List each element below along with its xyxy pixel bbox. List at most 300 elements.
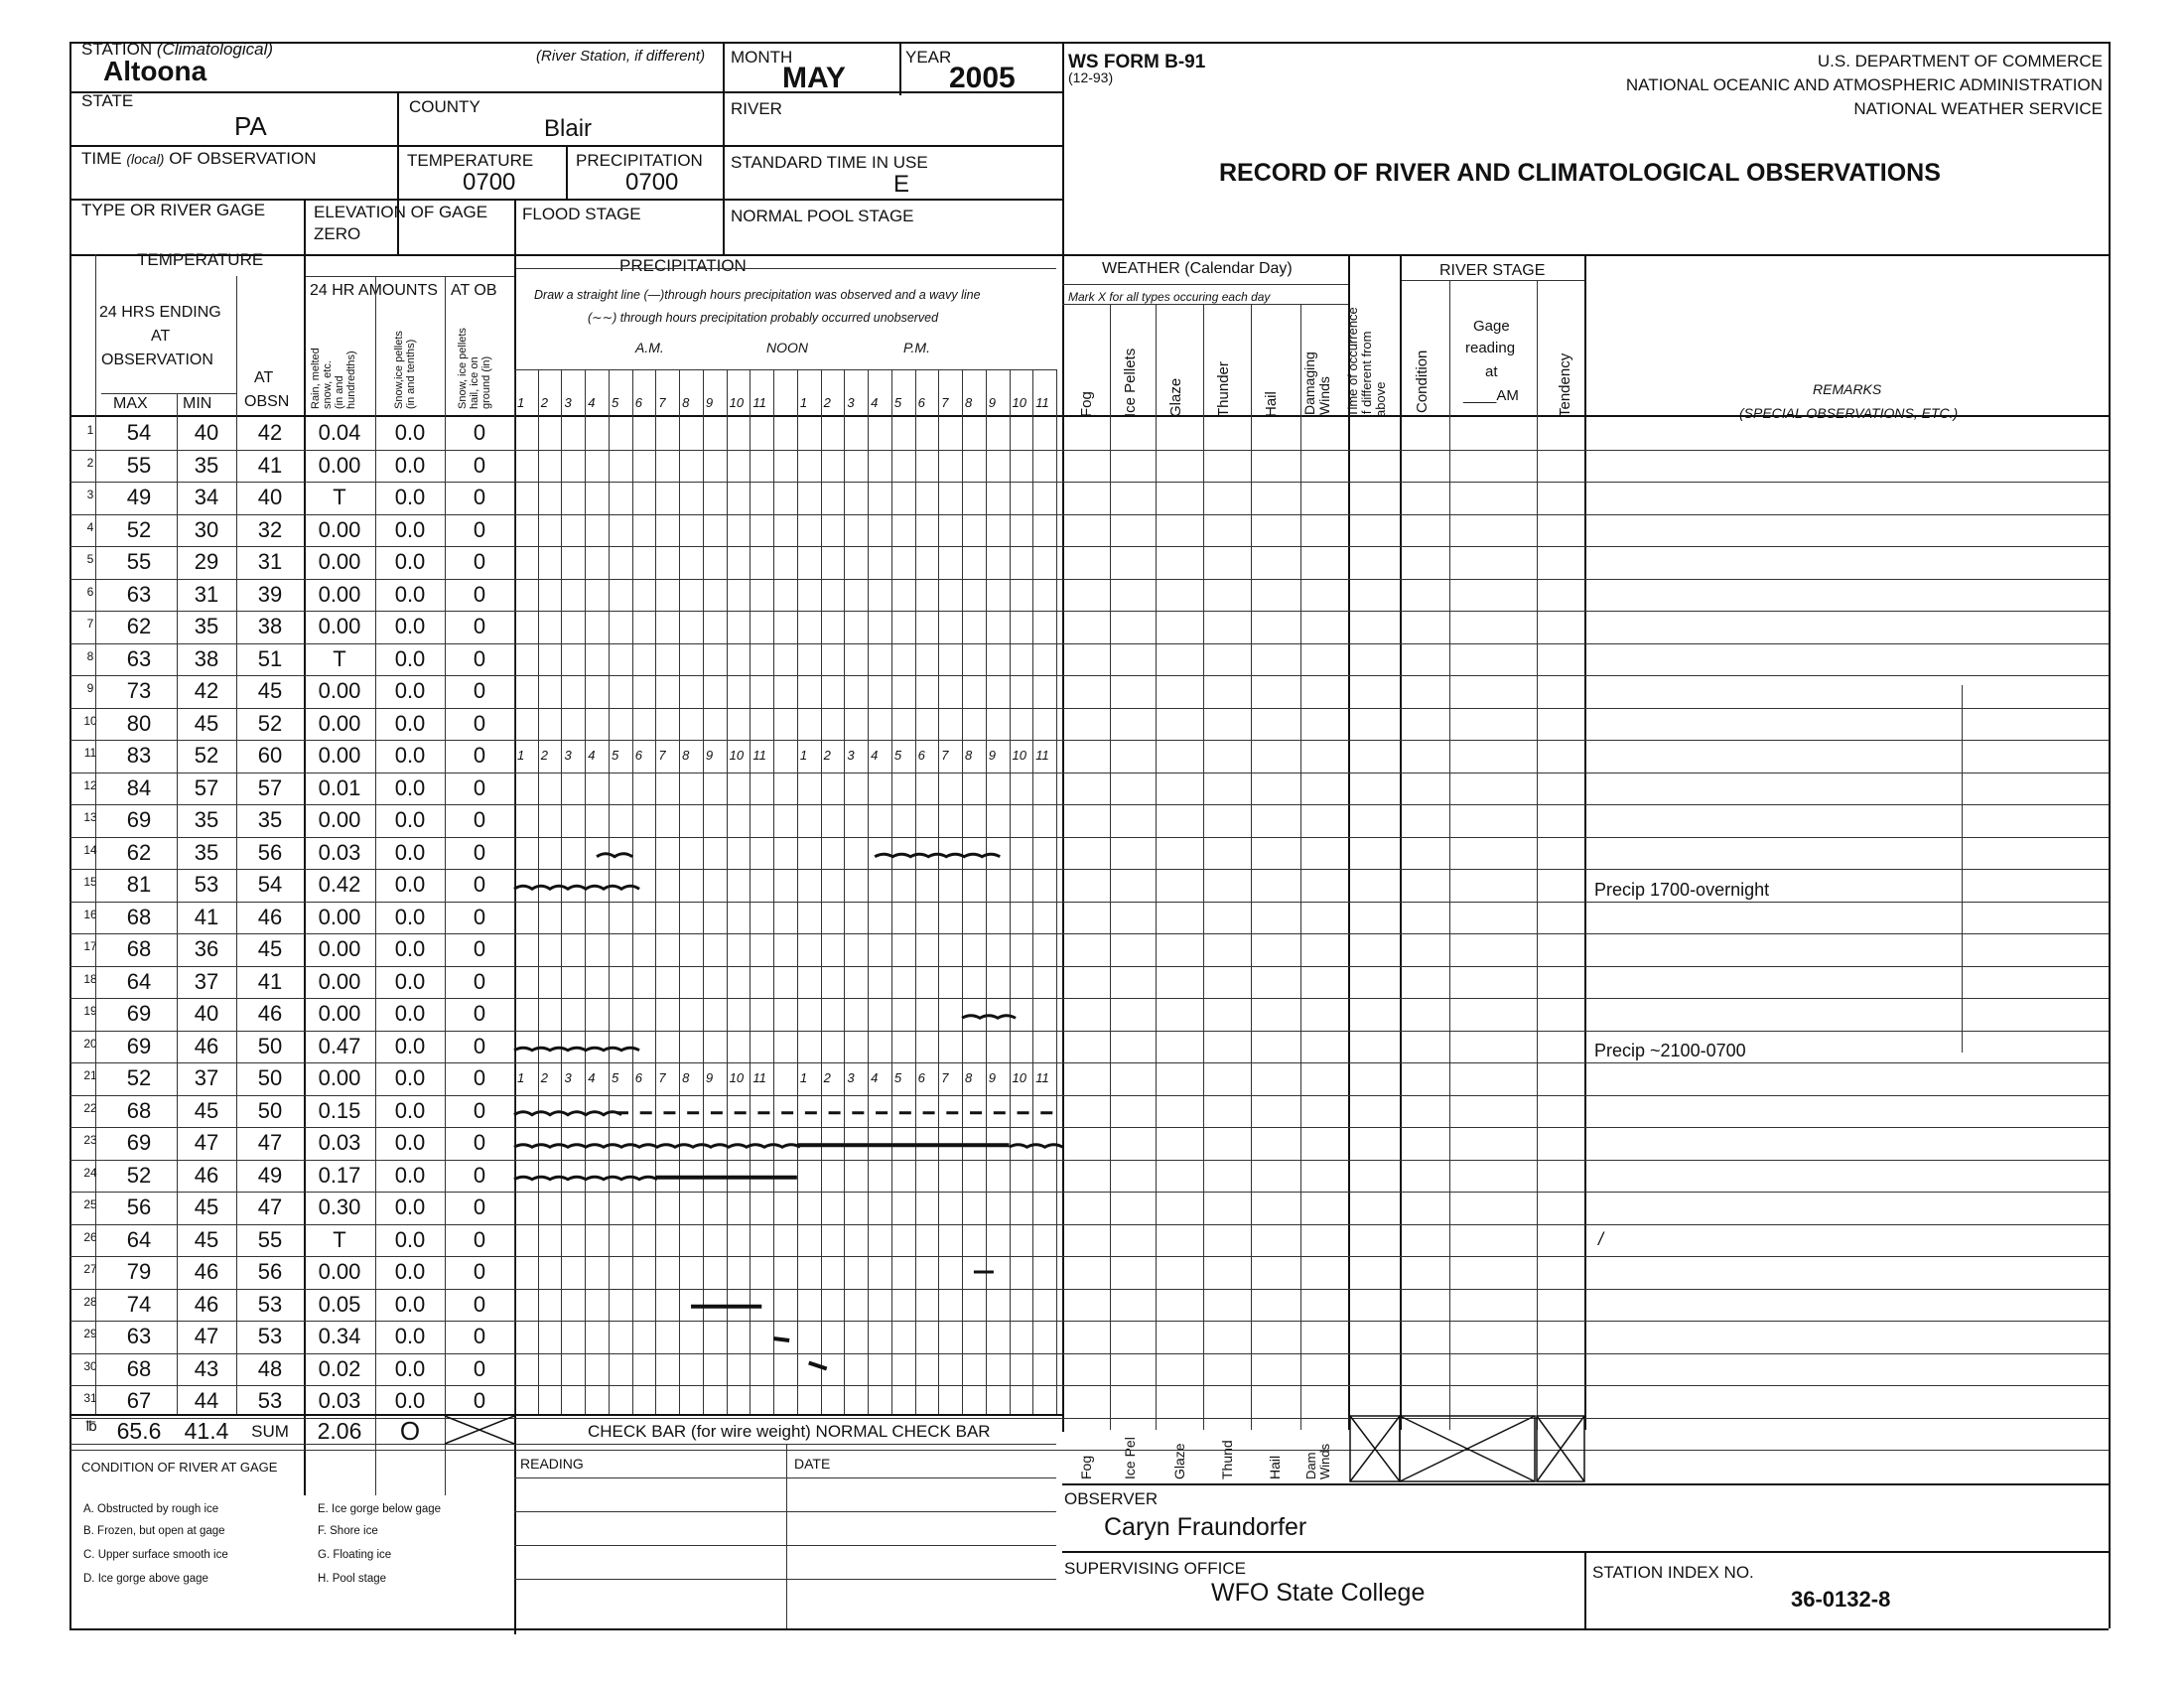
sum-label: SUM: [251, 1422, 289, 1441]
hour-tick: 7: [658, 748, 666, 763]
obsn-temp: 51: [257, 645, 283, 671]
obsn-temp: 31: [257, 549, 283, 574]
min-temp: 31: [194, 581, 219, 607]
snow-amount: 0.0: [394, 872, 426, 897]
elevation-label: ELEVATION OF GAGE: [314, 203, 488, 221]
precip-wavy-line: [514, 1048, 639, 1051]
form-title: RECORD OF RIVER AND CLIMATOLOGICAL OBSERVATIONS: [1219, 159, 1941, 187]
ground-amount: 0: [473, 1324, 486, 1348]
day-number: 2: [86, 455, 94, 470]
hour-tick: 3: [564, 748, 572, 763]
obsn-temp: 50: [257, 1033, 283, 1058]
rain-amount: 0.00: [318, 710, 361, 736]
day-number: 1: [86, 423, 94, 437]
max-temp: 69: [126, 1001, 152, 1026]
obsn-temp: 38: [257, 614, 283, 638]
max-temp: 64: [126, 968, 152, 994]
date-label: DATE: [794, 1456, 831, 1472]
glaze-header: Glaze: [1167, 377, 1184, 417]
condition-h: H. Pool stage: [318, 1573, 387, 1585]
ice-pellets-header: Ice Pellets: [1122, 348, 1139, 417]
snow-amount: 0.0: [394, 743, 426, 768]
ground-amount: 0: [473, 968, 486, 994]
snow-amount: 0.0: [394, 710, 426, 736]
max-temp: 64: [126, 1226, 152, 1252]
ground-amount: 0: [473, 452, 486, 478]
ground-amount: 0: [473, 678, 486, 703]
snow-amount: 0.0: [394, 1226, 426, 1252]
ground-amount: 0: [473, 710, 486, 736]
condition-f: F. Shore ice: [318, 1525, 378, 1537]
amounts-24-header: 24 HR AMOUNTS: [310, 282, 438, 299]
ground-amount: 0: [473, 581, 486, 607]
day-number: 31: [83, 1391, 97, 1405]
station-index-label: STATION INDEX NO.: [1592, 1563, 1754, 1582]
snow-amount: 0.0: [394, 1130, 426, 1155]
max-temp: 52: [126, 516, 152, 542]
ground-amount: 0: [473, 1033, 486, 1058]
rain-amount: 0.17: [318, 1162, 361, 1188]
hour-tick: 7: [941, 1070, 949, 1085]
min-temp: 41: [194, 904, 219, 929]
obsn-temp: 53: [257, 1291, 283, 1317]
ground-amount: 0: [473, 1259, 486, 1284]
hour-tick: 6: [917, 395, 925, 410]
rain-amount: 0.00: [318, 1001, 361, 1026]
hour-tick: 10: [1012, 395, 1026, 410]
day-number: 10: [83, 713, 97, 728]
min-temp: 35: [194, 807, 219, 832]
obsn-temp: 41: [257, 968, 283, 994]
ground-amount: 0: [473, 872, 486, 897]
snow-amount: 0.0: [394, 581, 426, 607]
hour-tick: 3: [564, 1070, 572, 1085]
condition-header: Condition: [1414, 350, 1431, 413]
hour-tick: 9: [705, 395, 714, 410]
station-label: STATION (Climatological): [81, 40, 274, 59]
ground-amount: 0: [473, 1065, 486, 1090]
min-header: MIN: [183, 395, 212, 412]
hour-tick: 4: [588, 395, 596, 410]
rain-amount: 0.04: [318, 420, 361, 445]
snow-amount: 0.0: [394, 1195, 426, 1219]
ground-amount: 0: [473, 516, 486, 542]
rain-amount: 0.47: [318, 1033, 361, 1058]
obsn-temp: 46: [257, 904, 283, 929]
max-temp: 62: [126, 839, 152, 865]
min-temp: 35: [194, 839, 219, 865]
hour-tick: 1: [517, 748, 525, 763]
year-label: YEAR: [905, 48, 952, 67]
hour-tick: 11: [1035, 748, 1049, 763]
obsn-temp: 53: [257, 1324, 283, 1348]
max-temp: 56: [126, 1195, 152, 1219]
snow-amount: 0.0: [394, 1162, 426, 1188]
tendency-header: Tendency: [1557, 352, 1573, 417]
snow-amount: 0.0: [394, 1259, 426, 1284]
condition-e: E. Ice gorge below gage: [318, 1503, 442, 1515]
hrs24-header-line-3: OBSERVATION: [101, 352, 213, 368]
time-of-observation-label: TIME (local) OF OBSERVATION: [81, 149, 317, 168]
hour-tick: 5: [893, 748, 902, 763]
max-temp: 74: [126, 1291, 152, 1317]
thunder-header: Thunder: [1215, 361, 1232, 417]
hour-tick: 8: [682, 395, 690, 410]
precip-wavy-line: [875, 854, 1000, 857]
ground-amount: 0: [473, 614, 486, 638]
hour-tick: 9: [705, 748, 714, 763]
rain-amount: 0.05: [318, 1291, 361, 1317]
precip-wavy-line: [597, 854, 632, 857]
obsn-temp: 53: [257, 1388, 283, 1413]
max-temp: 67: [126, 1388, 152, 1413]
hour-tick: 11: [752, 748, 766, 763]
condition-title: CONDITION OF RIVER AT GAGE: [81, 1460, 278, 1475]
obsn-temp: 49: [257, 1162, 283, 1188]
obsn-temp: 42: [257, 420, 283, 445]
rain-amount: 0.34: [318, 1324, 361, 1348]
hour-tick: 8: [965, 395, 973, 410]
snow-sum: O: [399, 1416, 421, 1446]
hour-tick: 2: [823, 395, 831, 410]
precipitation-time-value: 0700: [625, 169, 679, 196]
max-temp: 73: [126, 678, 152, 703]
ground-amount: 0: [473, 485, 486, 509]
hour-tick: 1: [799, 395, 808, 410]
hour-tick: 7: [941, 395, 949, 410]
day-number: 20: [83, 1036, 97, 1051]
hour-tick: 5: [893, 395, 902, 410]
snow-amount: 0.0: [394, 678, 426, 703]
max-temp: 81: [126, 872, 152, 897]
min-temp: 37: [194, 968, 219, 994]
min-temp: 40: [194, 420, 219, 445]
hour-tick: 1: [799, 1070, 808, 1085]
county-value: Blair: [544, 115, 593, 142]
fog-header: Fog: [1078, 391, 1095, 417]
ground-summary-x: [445, 1416, 514, 1444]
day-number: 16: [83, 907, 97, 921]
condition-d: D. Ice gorge above gage: [83, 1573, 208, 1585]
temperature-group-header: TEMPERATURE: [137, 250, 264, 269]
precip-wavy-line: [514, 1112, 621, 1115]
min-temp: 38: [194, 645, 219, 671]
hour-tick: 5: [611, 748, 619, 763]
max-temp: 55: [126, 549, 152, 574]
summary-hail: Hail: [1267, 1455, 1283, 1479]
rain-amount: T: [333, 485, 346, 509]
precip-dash-mark: [773, 1338, 789, 1340]
ground-amount: 0: [473, 1291, 486, 1317]
weather-header: WEATHER (Calendar Day): [1102, 260, 1293, 277]
rain-amount: 0.03: [318, 1130, 361, 1155]
day-number: 8: [86, 648, 94, 663]
day-number: 7: [86, 617, 94, 631]
hour-tick: 6: [634, 395, 642, 410]
hour-tick: 11: [752, 395, 766, 410]
snow-amount: 0.0: [394, 516, 426, 542]
ground-amount: 0: [473, 1388, 486, 1413]
condition-a: A. Obstructed by rough ice: [83, 1503, 219, 1515]
rain-amount: 0.03: [318, 839, 361, 865]
day-number: 4: [86, 519, 94, 534]
standard-time-value: E: [893, 171, 910, 198]
min-temp: 36: [194, 936, 219, 961]
elevation-zero: ZERO: [314, 224, 361, 243]
ground-amount: 0: [473, 1130, 486, 1155]
snow-amount: 0.0: [394, 1001, 426, 1026]
temperature-time-value: 0700: [463, 169, 516, 196]
min-temp: 44: [194, 1388, 219, 1413]
min-temp: 46: [194, 1291, 219, 1317]
rain-amount: 0.00: [318, 581, 361, 607]
rain-amount: T: [333, 645, 346, 671]
agency-line-2: NATIONAL OCEANIC AND ATMOSPHERIC ADMINISTRATION: [1625, 75, 2103, 94]
snow-amount: 0.0: [394, 1097, 426, 1123]
rain-amount: 0.42: [318, 872, 361, 897]
at-ob-header: AT OB: [451, 282, 497, 299]
hour-tick: 4: [871, 1070, 879, 1085]
max-temp: 68: [126, 936, 152, 961]
rain-amount: 0.00: [318, 614, 361, 638]
min-temp: 45: [194, 710, 219, 736]
rain-amount: 0.00: [318, 678, 361, 703]
snow-amount: 0.0: [394, 904, 426, 929]
hour-tick: 1: [517, 1070, 525, 1085]
max-temp: 84: [126, 774, 152, 800]
day-number: 28: [83, 1294, 97, 1309]
hour-tick: 1: [799, 748, 808, 763]
day-number: 18: [83, 971, 97, 986]
remark-day-26: /: [1598, 1229, 1604, 1249]
min-temp: 45: [194, 1097, 219, 1123]
max-header: MAX: [113, 395, 148, 412]
condition-c: C. Upper surface smooth ice: [83, 1549, 228, 1561]
state-label: STATE: [81, 91, 134, 110]
obsn-temp: 50: [257, 1065, 283, 1090]
at-header: AT: [254, 369, 274, 386]
hour-tick: 6: [917, 748, 925, 763]
obsn-temp: 50: [257, 1097, 283, 1123]
max-temp: 69: [126, 1130, 152, 1155]
hour-tick: 3: [564, 395, 572, 410]
obsn-temp: 55: [257, 1226, 283, 1252]
min-temp: 47: [194, 1130, 219, 1155]
obsn-temp: 35: [257, 807, 283, 832]
ground-amount: 0: [473, 1097, 486, 1123]
obsn-temp: 56: [257, 839, 283, 865]
min-temp: 45: [194, 1195, 219, 1219]
hour-tick: 3: [847, 748, 855, 763]
min-temp: 35: [194, 614, 219, 638]
rain-amount: 0.00: [318, 743, 361, 768]
observer-label: OBSERVER: [1064, 1489, 1159, 1508]
rain-amount: 0.03: [318, 1388, 361, 1413]
gage-header-1: Gage: [1473, 318, 1510, 335]
remark-day-20: Precip ~2100-0700: [1594, 1041, 1746, 1060]
rain-amount: 0.00: [318, 1259, 361, 1284]
pm-label: P.M.: [903, 340, 930, 355]
ground-amount: 0: [473, 743, 486, 768]
hour-tick: 4: [588, 1070, 596, 1085]
flood-stage-label: FLOOD STAGE: [522, 205, 641, 223]
min-temp: 57: [194, 774, 219, 800]
obsn-temp: 52: [257, 710, 283, 736]
hour-tick: 2: [540, 1070, 548, 1085]
year-value: 2005: [949, 62, 1016, 94]
obsn-header: OBSN: [244, 393, 290, 410]
hour-tick: 7: [941, 748, 949, 763]
max-temp: 68: [126, 1355, 152, 1381]
damaging-winds-header: Damaging Winds: [1301, 352, 1332, 415]
summary-dam-winds: Dam Winds: [1303, 1443, 1332, 1479]
max-temp: 69: [126, 807, 152, 832]
hour-tick: 8: [682, 1070, 690, 1085]
hour-tick: 9: [988, 1070, 997, 1085]
rain-amount: 0.00: [318, 516, 361, 542]
obsn-temp: 45: [257, 936, 283, 961]
ground-amount: 0: [473, 549, 486, 574]
day-number: 21: [83, 1068, 97, 1082]
min-temp: 40: [194, 1001, 219, 1026]
gage-header-3: at: [1485, 363, 1498, 380]
precipitation-time-label: PRECIPITATION: [576, 151, 703, 170]
snow-amount: 0.0: [394, 614, 426, 638]
hour-tick: 11: [752, 1070, 766, 1085]
day-number: 30: [83, 1358, 97, 1373]
hrs24-header-line-1: 24 HRS ENDING: [99, 304, 221, 321]
max-temp: 52: [126, 1162, 152, 1188]
remark-day-15: Precip 1700-overnight: [1594, 880, 1770, 900]
snow-amount: 0.0: [394, 968, 426, 994]
hour-tick: 1: [517, 395, 525, 410]
obsn-temp: 32: [257, 516, 283, 542]
obsn-temp: 46: [257, 1001, 283, 1026]
max-temp: 69: [126, 1033, 152, 1058]
min-temp: 53: [194, 872, 219, 897]
summary-ice-pel: Ice Pel: [1122, 1437, 1138, 1479]
normal-pool-label: NORMAL POOL STAGE: [731, 207, 914, 225]
ground-amount: 0: [473, 1226, 486, 1252]
hour-tick: 10: [1012, 1070, 1026, 1085]
ground-amount: 0: [473, 904, 486, 929]
day-number: 14: [83, 842, 97, 857]
rain-amount: 0.00: [318, 968, 361, 994]
river-stage-header: RIVER STAGE: [1439, 262, 1546, 279]
obsn-temp: 40: [257, 485, 283, 509]
supervising-office-label: SUPERVISING OFFICE: [1064, 1559, 1246, 1578]
noon-label: NOON: [766, 340, 808, 355]
max-temp: 62: [126, 614, 152, 638]
day-number: 9: [86, 681, 94, 695]
obsn-temp: 45: [257, 678, 283, 703]
hour-tick: 4: [871, 395, 879, 410]
min-temp: 47: [194, 1324, 219, 1348]
snow-header: Snow,ice pellets (in and tenths): [393, 331, 417, 409]
min-temp: 46: [194, 1162, 219, 1188]
precip-wavy-line: [514, 886, 639, 889]
min-temp: 42: [194, 678, 219, 703]
day-number: 22: [83, 1100, 97, 1115]
rain-amount: 0.00: [318, 1065, 361, 1090]
month-value: MAY: [782, 62, 846, 94]
hour-tick: 8: [682, 748, 690, 763]
day-number: 19: [83, 1004, 97, 1018]
ground-amount: 0: [473, 420, 486, 445]
station-name: Altoona: [103, 56, 207, 86]
ground-amount: 0: [473, 1162, 486, 1188]
day-number: 3: [86, 488, 94, 501]
hour-tick: 2: [823, 748, 831, 763]
ground-amount: 0: [473, 807, 486, 832]
rain-amount: T: [333, 1226, 346, 1252]
day-number: 5: [86, 552, 94, 566]
snow-amount: 0.0: [394, 1324, 426, 1348]
precip-wavy-line: [962, 1016, 1016, 1019]
summary-fog: Fog: [1078, 1455, 1094, 1479]
ground-amount: 0: [473, 1195, 486, 1219]
snow-amount: 0.0: [394, 1388, 426, 1413]
mark-x-instruction: Mark X for all types occuring each day: [1068, 290, 1271, 304]
snow-amount: 0.0: [394, 774, 426, 800]
day-number: 17: [83, 939, 97, 953]
snow-amount: 0.0: [394, 645, 426, 671]
rain-amount: 0.00: [318, 807, 361, 832]
precip-wavy-line: [1010, 1145, 1063, 1148]
snow-amount: 0.0: [394, 1065, 426, 1090]
state-value: PA: [234, 111, 267, 141]
max-temp: 52: [126, 1065, 152, 1090]
condition-g: G. Floating ice: [318, 1549, 392, 1561]
day-number: 25: [83, 1197, 97, 1211]
hour-tick: 6: [917, 1070, 925, 1085]
max-temp: 54: [126, 420, 152, 445]
rain-amount: 0.00: [318, 904, 361, 929]
min-temp: 46: [194, 1033, 219, 1058]
hour-tick: 5: [611, 1070, 619, 1085]
hour-tick: 5: [611, 395, 619, 410]
hour-tick: 9: [988, 395, 997, 410]
agency-line-3: NATIONAL WEATHER SERVICE: [1853, 99, 2103, 118]
summary-thund: Thund: [1219, 1440, 1235, 1479]
min-average: 41.4: [184, 1418, 229, 1444]
ground-amount: 0: [473, 1001, 486, 1026]
hour-tick: 11: [1035, 395, 1049, 410]
obsn-temp: 48: [257, 1355, 283, 1381]
obsn-temp: 39: [257, 581, 283, 607]
hour-tick: 9: [705, 1070, 714, 1085]
day-number: 12: [83, 777, 97, 792]
hour-tick: 10: [729, 395, 745, 410]
hour-tick: 8: [965, 748, 973, 763]
draw-instruction-1: Draw a straight line (—)through hours precipitation was observed and a wavy line: [534, 288, 981, 302]
precip-wavy-line: [514, 1177, 657, 1180]
remarks-subheader: (SPECIAL OBSERVATIONS, ETC.): [1739, 405, 1959, 421]
county-label: COUNTY: [409, 97, 480, 116]
snow-amount: 0.0: [394, 1355, 426, 1381]
snow-amount: 0.0: [394, 485, 426, 509]
rain-amount: 0.15: [318, 1097, 361, 1123]
max-temp: 83: [126, 743, 152, 768]
obsn-temp: 56: [257, 1259, 283, 1284]
precip-dash-mark: [809, 1363, 827, 1369]
min-temp: 43: [194, 1355, 219, 1381]
reading-label: READING: [520, 1456, 584, 1472]
hour-tick: 2: [540, 748, 548, 763]
day-number: 23: [83, 1133, 97, 1147]
obsn-temp: 57: [257, 774, 283, 800]
min-temp: 34: [194, 485, 219, 509]
